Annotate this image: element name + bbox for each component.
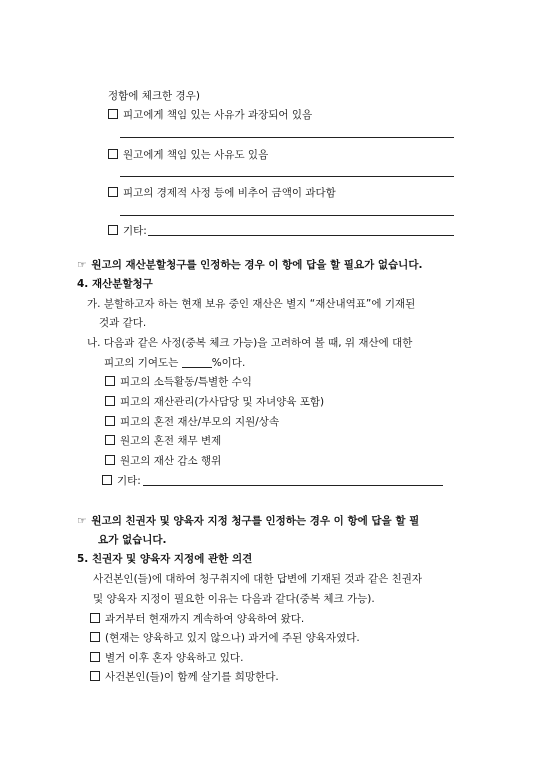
checkbox[interactable] (102, 475, 112, 485)
item-ga-line1: 가. 분할하고자 하는 현재 보유 중인 재산은 별지 “재산내역표”에 기재된 (87, 298, 416, 310)
option-item[interactable]: 과거부터 현재까지 계속하여 양육하여 왔다. (90, 612, 304, 626)
checkbox[interactable] (108, 149, 118, 159)
other-answer-line[interactable] (148, 235, 454, 236)
section-4-heading: 4. 재산분할청구 (77, 278, 153, 290)
option-item[interactable]: 사건본인(들)이 함께 살기를 희망한다. (90, 670, 279, 684)
option-item[interactable]: 원고에게 책임 있는 사유도 있음 (108, 148, 268, 162)
section-5-para-line2: 및 양육자 지정이 필요한 이유는 다음과 같다(중복 체크 가능). (93, 593, 375, 605)
section-5-para-line1: 사건본인(들)에 대하여 청구취지에 대한 답변에 기재된 것과 같은 친권자 (93, 573, 423, 585)
checkbox[interactable] (105, 376, 115, 386)
item-na-line1: 나. 다음과 같은 사정(중복 체크 가능)을 고려하여 볼 때, 위 재산에 대한 (87, 337, 413, 349)
intro-continuation: 정함에 체크한 경우) (108, 90, 200, 102)
section-5-heading: 5. 친권자 및 양육자 지정에 관한 의견 (77, 553, 253, 565)
option-item[interactable]: (현재는 양육하고 있지 않으나) 과거에 주된 양육자였다. (90, 631, 360, 645)
notice-2-line2: 요가 없습니다. (98, 534, 167, 546)
pointing-hand-icon: ☞ (77, 259, 87, 271)
checkbox[interactable] (105, 435, 115, 445)
checkbox[interactable] (105, 396, 115, 406)
item-na-line2: 피고의 기여도는 %이다. (104, 357, 246, 369)
notice-1: ☞ 원고의 재산분할청구를 인정하는 경우 이 항에 답을 할 필요가 없습니다. (77, 259, 423, 271)
option-item[interactable]: 피고의 소득활동/특별한 수익 (105, 375, 252, 389)
option-item[interactable]: 피고의 혼전 재산/부모의 지원/상속 (105, 415, 279, 429)
checkbox[interactable] (105, 455, 115, 465)
option-other[interactable]: 기타: (102, 474, 141, 488)
answer-line[interactable] (120, 137, 454, 138)
option-item[interactable]: 피고의 재산관리(가사담당 및 자녀양육 포함) (105, 395, 324, 409)
checkbox[interactable] (90, 613, 100, 623)
other-answer-line[interactable] (143, 485, 443, 486)
checkbox[interactable] (108, 109, 118, 119)
answer-line[interactable] (120, 215, 454, 216)
option-item[interactable]: 피고의 경제적 사정 등에 비추어 금액이 과다함 (108, 186, 336, 200)
pointing-hand-icon: ☞ (77, 515, 87, 527)
option-item[interactable]: 원고의 재산 감소 행위 (105, 454, 221, 468)
checkbox[interactable] (90, 671, 100, 681)
checkbox[interactable] (90, 652, 100, 662)
option-other[interactable]: 기타: (108, 224, 147, 238)
checkbox[interactable] (90, 632, 100, 642)
option-item[interactable]: 피고에게 책임 있는 사유가 과장되어 있음 (108, 108, 312, 122)
notice-2-line1: ☞ 원고의 친권자 및 양육자 지정 청구를 인정하는 경우 이 항에 답을 할 필 (77, 515, 420, 527)
contribution-blank[interactable] (182, 357, 212, 368)
checkbox[interactable] (108, 225, 118, 235)
checkbox[interactable] (108, 187, 118, 197)
option-item[interactable]: 원고의 혼전 채무 변제 (105, 434, 221, 448)
answer-line[interactable] (120, 176, 454, 177)
option-item[interactable]: 별거 이후 혼자 양육하고 있다. (90, 651, 243, 665)
checkbox[interactable] (105, 416, 115, 426)
item-ga-line2: 것과 같다. (99, 317, 147, 329)
